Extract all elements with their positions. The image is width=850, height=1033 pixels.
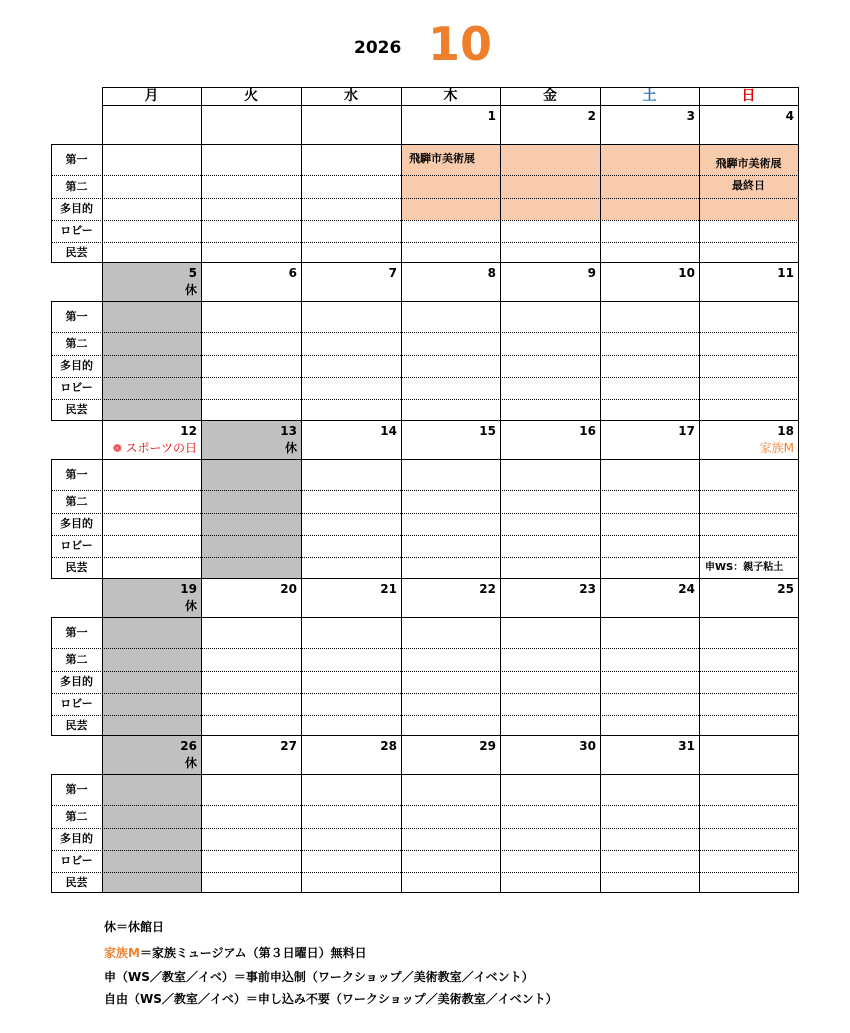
column-line <box>401 105 402 263</box>
room-label: 多目的 <box>60 675 93 688</box>
room-label: 民芸 <box>65 561 88 574</box>
column-line <box>699 735 700 893</box>
room-label: 民芸 <box>65 246 88 259</box>
room-label-left <box>51 774 52 892</box>
weekday-header: 金 <box>543 88 557 104</box>
room-label-top <box>51 144 102 145</box>
holiday-icon: ❁ <box>112 442 126 455</box>
day-number: 29 <box>479 739 496 753</box>
day-number: 6 <box>288 266 297 280</box>
column-line <box>699 578 700 736</box>
room-label-top <box>51 301 102 302</box>
header-top-line <box>102 87 799 88</box>
header-column-line <box>301 87 302 105</box>
holiday-note-text: スポーツの日 <box>125 441 197 455</box>
day-number: 10 <box>678 266 695 280</box>
column-line <box>301 420 302 579</box>
column-line <box>699 420 700 579</box>
column-line <box>201 735 202 893</box>
header-column-line <box>500 87 501 105</box>
room-label: 第二 <box>65 336 88 350</box>
room-label: 第一 <box>65 467 88 481</box>
event-label-last-day: 最終日 <box>732 179 765 192</box>
day-number: 31 <box>678 739 695 753</box>
room-label: ロビー <box>60 697 93 710</box>
day-number: 8 <box>487 266 496 280</box>
legend-closed <box>104 914 558 940</box>
day-number: 15 <box>479 424 496 438</box>
holiday-note <box>102 441 197 456</box>
weekday-header: 水 <box>344 88 358 104</box>
room-label: 第一 <box>65 782 88 796</box>
day-number: 28 <box>380 739 397 753</box>
closed-mark: 休 <box>184 599 197 613</box>
room-label-left <box>51 617 52 735</box>
column-line <box>301 262 302 421</box>
room-row-line <box>51 220 799 221</box>
event-label-exhibition-sun: 飛騨市美術展 <box>715 157 782 170</box>
column-line <box>102 262 103 421</box>
day-number: 22 <box>479 582 496 596</box>
day-number: 26 <box>180 739 197 753</box>
date-row-line <box>102 144 798 145</box>
room-row-line <box>51 198 799 199</box>
day-number: 13 <box>280 424 297 438</box>
header-column-line <box>401 87 402 105</box>
room-label: 民芸 <box>65 719 88 732</box>
room-row-line <box>51 648 799 649</box>
week-top-line <box>102 578 799 579</box>
column-line <box>500 262 501 421</box>
column-line <box>600 420 601 579</box>
room-row-line <box>51 399 799 400</box>
column-line <box>102 105 103 263</box>
day-number: 9 <box>587 266 596 280</box>
room-label-left <box>51 459 52 578</box>
room-label: 第二 <box>65 809 88 823</box>
room-label: ロビー <box>60 854 93 867</box>
column-line <box>102 420 103 579</box>
room-row-line <box>51 850 799 851</box>
day-number: 21 <box>380 582 397 596</box>
day-number: 5 <box>188 266 197 280</box>
room-label: ロビー <box>60 224 93 237</box>
column-line <box>500 420 501 579</box>
column-line <box>201 578 202 736</box>
room-label: ロビー <box>60 539 93 552</box>
calendar-month: 10 <box>428 17 493 71</box>
day-number: 25 <box>777 582 794 596</box>
legend-family-museum <box>104 940 558 966</box>
column-line <box>401 578 402 736</box>
header-column-line <box>699 87 700 105</box>
column-line <box>699 262 700 421</box>
day-number: 19 <box>180 582 197 596</box>
room-row-line <box>51 828 799 829</box>
header-column-line <box>600 87 601 105</box>
header-column-line <box>102 87 103 105</box>
room-label: 第一 <box>65 309 88 323</box>
closed-mark: 休 <box>284 441 297 455</box>
room-row-line <box>51 242 799 243</box>
room-label: 第二 <box>65 494 88 508</box>
header-column-line <box>798 87 799 105</box>
date-row-line <box>102 301 798 302</box>
day-number: 20 <box>280 582 297 596</box>
calendar-year: 2026 <box>354 38 402 58</box>
day-number: 27 <box>280 739 297 753</box>
column-line <box>798 262 799 421</box>
day-number: 30 <box>579 739 596 753</box>
day-number: 14 <box>380 424 397 438</box>
room-row-line <box>51 557 799 558</box>
column-line <box>301 735 302 893</box>
weekday-header: 月 <box>144 88 159 104</box>
column-line <box>500 735 501 893</box>
day-number: 18 <box>777 424 794 438</box>
room-row-line <box>51 513 799 514</box>
weekday-header: 火 <box>244 88 258 104</box>
week-bottom-line <box>51 892 799 893</box>
column-line <box>500 578 501 736</box>
weekday-header: 日 <box>741 88 756 104</box>
day-number: 4 <box>785 109 794 123</box>
legend <box>104 914 558 1010</box>
date-row-line <box>102 459 798 460</box>
legend-family-text: ＝家族ミュージアム（第３日曜日）無料日 <box>139 946 367 960</box>
column-line <box>600 578 601 736</box>
day-number: 17 <box>678 424 695 438</box>
room-row-line <box>51 332 799 333</box>
weekday-header: 土 <box>642 88 657 104</box>
room-row-line <box>51 671 799 672</box>
room-label: 第二 <box>65 652 88 666</box>
column-line <box>301 105 302 263</box>
event-label-workshop: 申WS：親子粘土 <box>705 562 784 573</box>
date-row-line <box>102 617 798 618</box>
header-bottom-line <box>102 105 799 106</box>
column-line <box>102 735 103 893</box>
column-line <box>201 262 202 421</box>
column-line <box>600 105 601 263</box>
room-label-left <box>51 144 52 262</box>
legend-free <box>104 988 558 1010</box>
room-label-top <box>51 774 102 775</box>
room-label: 多目的 <box>60 202 93 215</box>
room-label-left <box>51 301 52 420</box>
room-label-top <box>51 617 102 618</box>
day-number: 1 <box>487 109 496 123</box>
room-label: 第一 <box>65 625 88 639</box>
room-row-line <box>51 490 799 491</box>
weekday-header: 木 <box>443 88 458 104</box>
room-label: 第二 <box>65 179 88 193</box>
column-line <box>401 735 402 893</box>
column-line <box>798 420 799 579</box>
week-top-line <box>102 735 799 736</box>
holiday-note-text: 家族M <box>759 441 794 455</box>
week-top-line <box>102 420 799 421</box>
day-number: 2 <box>587 109 596 123</box>
event-label-exhibition: 飛騨市美術展 <box>409 152 475 165</box>
room-row-line <box>51 355 799 356</box>
holiday-note <box>699 441 794 455</box>
column-line <box>798 735 799 893</box>
date-row-line <box>102 774 798 775</box>
legend-reservation-text: 申（WS／教室／イベ）＝事前申込制（ワークショップ／美術教室／イベント） <box>104 970 534 984</box>
column-line <box>798 105 799 263</box>
column-line <box>201 105 202 263</box>
room-label: 多目的 <box>60 517 93 530</box>
room-label: 第一 <box>65 152 88 166</box>
room-label: 多目的 <box>60 359 93 372</box>
week-top-line <box>102 262 799 263</box>
legend-reservation <box>104 966 558 988</box>
column-line <box>102 578 103 736</box>
room-label: 多目的 <box>60 832 93 845</box>
column-line <box>500 105 501 263</box>
room-row-line <box>51 535 799 536</box>
column-line <box>201 420 202 579</box>
legend-closed-text: 休＝休館日 <box>104 920 165 934</box>
room-label: 民芸 <box>65 876 88 889</box>
closed-mark: 休 <box>184 283 197 297</box>
room-row-line <box>51 693 799 694</box>
room-row-line <box>51 715 799 716</box>
column-line <box>798 578 799 736</box>
closed-mark: 休 <box>184 756 197 770</box>
day-number: 24 <box>678 582 695 596</box>
room-label-top <box>51 459 102 460</box>
column-line <box>401 420 402 579</box>
room-label: ロビー <box>60 381 93 394</box>
header-column-line <box>201 87 202 105</box>
day-number: 7 <box>388 266 397 280</box>
column-line <box>301 578 302 736</box>
room-row-line <box>51 377 799 378</box>
day-number: 11 <box>777 266 794 280</box>
room-row-line <box>51 872 799 873</box>
legend-free-text: 自由（WS／教室／イベ）＝申し込み不要（ワークショップ／美術教室／イベント） <box>104 992 558 1006</box>
day-number: 23 <box>579 582 596 596</box>
room-row-line <box>51 805 799 806</box>
day-number: 16 <box>579 424 596 438</box>
room-row-line <box>51 175 799 176</box>
day-number: 3 <box>686 109 695 123</box>
room-label: 民芸 <box>65 403 88 416</box>
legend-family-prefix: 家族M <box>104 946 140 960</box>
column-line <box>600 735 601 893</box>
column-line <box>401 262 402 421</box>
day-number: 12 <box>180 424 197 438</box>
column-line <box>600 262 601 421</box>
